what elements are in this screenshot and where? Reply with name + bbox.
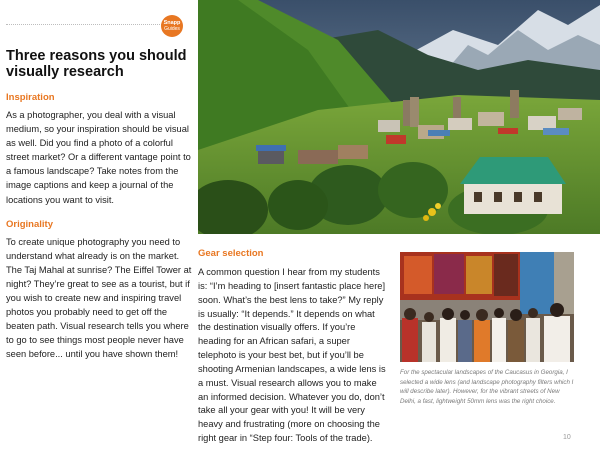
section-body-inspiration: As a photographer, you deal with a visual medium, so your inspiration should be visual as well. Did you find a photo of a colorful street market? Or a different vantage point to a famous landscape? Take notes from the image captions and keep a journal of the locations you want to visit. bbox=[6, 110, 191, 205]
page-number: 10 bbox=[563, 434, 571, 441]
section-body-gear-selection: A common question I hear from my students is: “I’m heading to [insert fantastic place here] soon. What’s the best lens to take?” My reply is usually: “It depends.” It depends on what the destination visually offers. If you’re heading for an African safari, a super telephoto is your best bet, but if you’ll be shooting Armenian landscapes, a wide lens is a must. Visual research allows you to make an informed decision. Whatever you do, don’t take all your gear with you! It will be very heavy and frustrating (more on choosing the right gear in “Step four: Tools of the trade). bbox=[198, 267, 386, 444]
page-title: Three reasons you should visually research bbox=[6, 48, 187, 80]
section-heading-inspiration: Inspiration bbox=[6, 92, 55, 103]
header-divider bbox=[6, 24, 164, 25]
new-delhi-street-photo bbox=[400, 252, 574, 362]
middle-column bbox=[198, 248, 388, 446]
section-body-originality: To create unique photography you need to understand what already is on the market. The Taj Mahal at sunrise? The Eiffel Tower at night? They’re great to see as a tourist, but if you wish to create new and inspiring travel photos you probably need to get off the beaten path. Visual research tells you where to go to see things most people never have seen before... until you have shown them! bbox=[6, 236, 192, 360]
section-heading-gear-selection: Gear selection bbox=[198, 248, 264, 259]
left-column bbox=[6, 48, 192, 362]
section-heading-originality: Originality bbox=[6, 218, 53, 230]
caucasus-village-photo bbox=[198, 0, 600, 234]
snapp-guides-logo bbox=[161, 15, 183, 37]
logo-text-line2: Guides bbox=[164, 25, 180, 32]
image-caption: For the spectacular landscapes of the Caucasus in Georgia, I selected a wide lens (and landscape photography filters which I will describe later). However, for the vibrant streets of New Delhi, a fast, lightweight 50mm lens was the right choice. bbox=[400, 369, 574, 405]
logo-text-line1: Snapp bbox=[163, 20, 181, 26]
